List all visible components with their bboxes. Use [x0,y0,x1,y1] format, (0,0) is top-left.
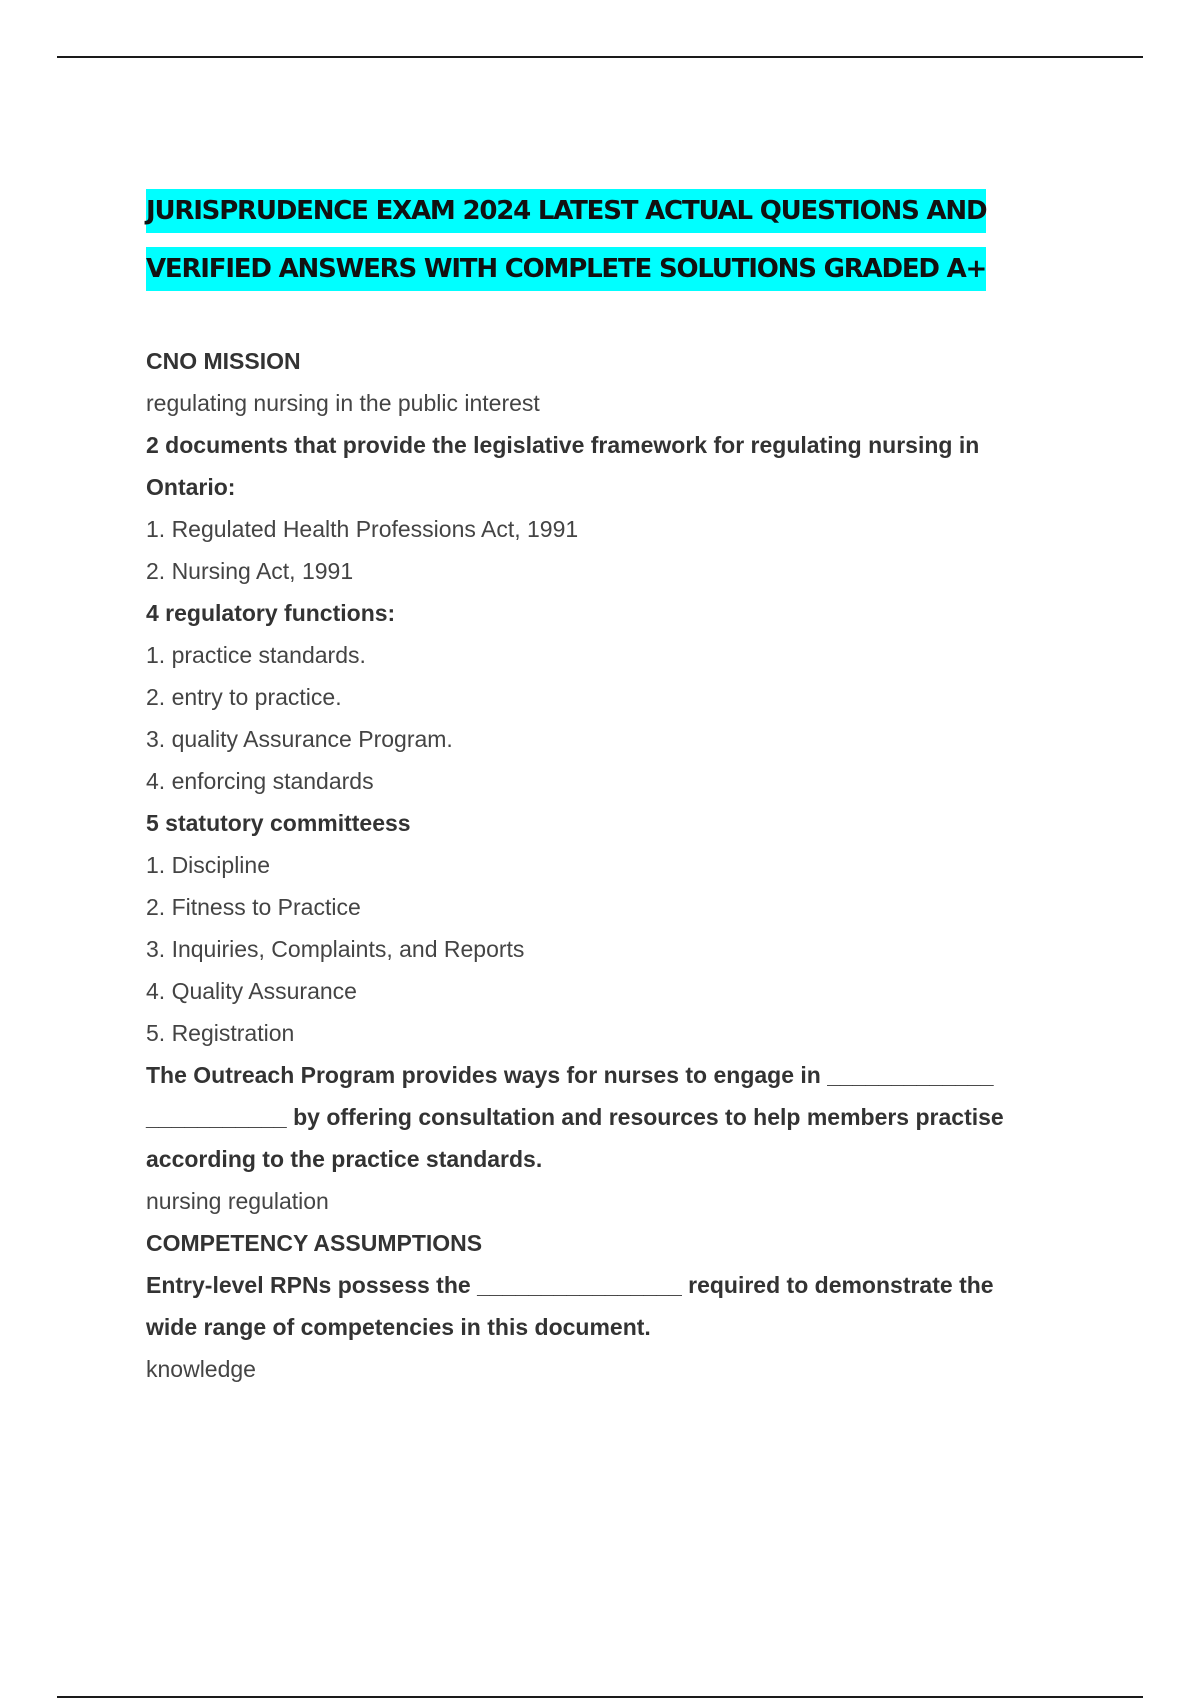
question-line: 4 regulatory functions: [146,600,396,626]
question-line: The Outreach Program provides ways for nurses to engage in _____________ [146,1062,994,1088]
footer-rule [57,1696,1143,1698]
answer-line: 1. Regulated Health Professions Act, 1991 [146,516,579,542]
answer-line: 2. entry to practice. [146,684,342,710]
answer-line: 3. Inquiries, Complaints, and Reports [146,936,525,962]
document-title [146,186,1146,302]
answer-line: 1. practice standards. [146,642,366,668]
title-line-2 [146,244,1146,302]
question-line: Entry-level RPNs possess the ________________ required to demonstrate the [146,1272,994,1298]
question-line: according to the practice standards. [146,1146,543,1172]
title-line-1 [146,186,1146,244]
question-line: 5 statutory committeess [146,810,411,836]
question-line: 2 documents that provide the legislative framework for regulating nursing in [146,432,980,458]
answer-line: 4. enforcing standards [146,768,374,794]
answer-line: 5. Registration [146,1020,295,1046]
answer-line: regulating nursing in the public interest [146,390,540,416]
answer-line: 2. Nursing Act, 1991 [146,558,354,584]
document-body [146,340,1106,1390]
answer-line: nursing regulation [146,1188,329,1214]
answer-line: 4. Quality Assurance [146,978,357,1004]
answer-line: 2. Fitness to Practice [146,894,361,920]
answer-line: 1. Discipline [146,852,270,878]
answer-line: knowledge [146,1356,256,1382]
title-line-2-text: VERIFIED ANSWERS WITH COMPLETE SOLUTIONS GRADED A+ [146,247,986,291]
question-line: Ontario: [146,474,236,500]
question-line: ___________ by offering consultation and resources to help members practise [146,1104,1004,1130]
answer-line: 3. quality Assurance Program. [146,726,453,752]
question-line: wide range of competencies in this document. [146,1314,651,1340]
header-rule [57,56,1143,58]
title-line-1-text: JURISPRUDENCE EXAM 2024 LATEST ACTUAL QUESTIONS AND [146,189,986,233]
question-line: CNO MISSION [146,348,301,374]
question-line: COMPETENCY ASSUMPTIONS [146,1230,483,1256]
